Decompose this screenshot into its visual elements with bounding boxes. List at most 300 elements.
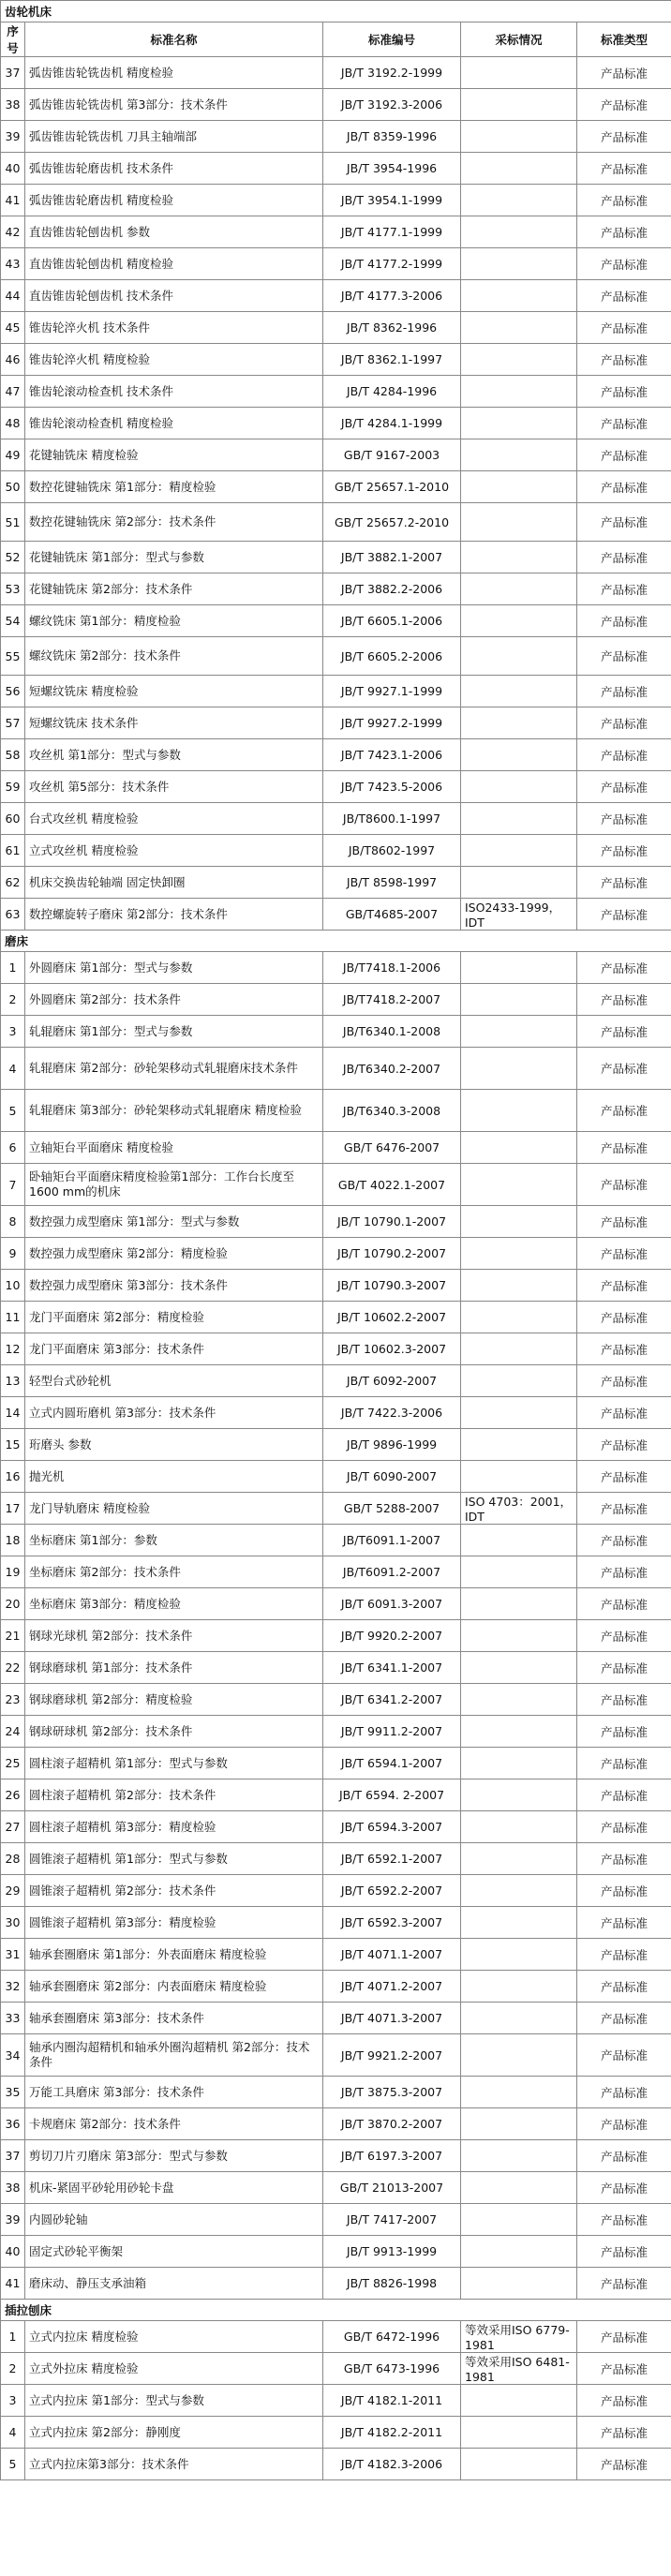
standard-code: JB/T6340.2-2007 (323, 1048, 461, 1090)
table-row (1, 2204, 671, 2236)
adoption-status (461, 2077, 577, 2108)
adoption-status (461, 153, 577, 185)
table-row (1, 408, 671, 439)
row-number: 37 (1, 2140, 25, 2172)
standard-code: JB/T6091.1-2007 (323, 1525, 461, 1556)
standard-type: 产品标准 (577, 707, 671, 739)
adoption-status (461, 439, 577, 471)
row-number: 49 (1, 439, 25, 471)
adoption-status (461, 312, 577, 344)
adoption-status (461, 2108, 577, 2140)
standard-type: 产品标准 (577, 216, 671, 248)
row-number: 48 (1, 408, 25, 439)
standard-name: 圆锥滚子超精机 第2部分：技术条件 (25, 1875, 323, 1907)
standard-type: 产品标准 (577, 376, 671, 408)
row-number: 14 (1, 1397, 25, 1429)
adoption-status (461, 573, 577, 605)
table-row (1, 2417, 671, 2449)
adoption-status (461, 1907, 577, 1939)
standard-type: 产品标准 (577, 803, 671, 835)
standard-name: 立式内拉床 精度检验 (25, 2321, 323, 2353)
table-row (1, 2236, 671, 2268)
standard-code: JB/T 4182.3-2006 (323, 2449, 461, 2480)
standard-type: 产品标准 (577, 1716, 671, 1748)
table-row (1, 1397, 671, 1429)
section-title-row (1, 2300, 671, 2321)
standard-type: 产品标准 (577, 2353, 671, 2385)
row-number: 17 (1, 1493, 25, 1525)
row-number: 2 (1, 2353, 25, 2385)
table-row (1, 573, 671, 605)
adoption-status (461, 1525, 577, 1556)
standard-type: 产品标准 (577, 1429, 671, 1461)
row-number: 44 (1, 280, 25, 312)
adoption-status (461, 1270, 577, 1302)
standard-type: 产品标准 (577, 1779, 671, 1811)
standard-name: 锥齿轮滚动检查机 精度检验 (25, 408, 323, 439)
standard-type: 产品标准 (577, 471, 671, 503)
adoption-status (461, 1206, 577, 1238)
standard-name: 钢球磨球机 第1部分：技术条件 (25, 1652, 323, 1684)
row-number: 45 (1, 312, 25, 344)
standard-name: 花键轴铣床 第2部分：技术条件 (25, 573, 323, 605)
section-title: 齿轮机床 (1, 1, 671, 22)
table-row (1, 1365, 671, 1397)
adoption-status (461, 2172, 577, 2204)
standard-type: 产品标准 (577, 1556, 671, 1588)
standard-code: GB/T 6473-1996 (323, 2353, 461, 2385)
adoption-status (461, 1811, 577, 1843)
standard-name: 钢球磨球机 第2部分：精度检验 (25, 1684, 323, 1716)
adoption-status (461, 771, 577, 803)
row-number: 33 (1, 2003, 25, 2034)
table-row (1, 899, 671, 931)
standard-code: JB/T 9896-1999 (323, 1429, 461, 1461)
row-number: 19 (1, 1556, 25, 1588)
adoption-status (461, 707, 577, 739)
adoption-status (461, 1333, 577, 1365)
standard-type: 产品标准 (577, 1971, 671, 2003)
row-number: 24 (1, 1716, 25, 1748)
standard-code: JB/T 9921.2-2007 (323, 2034, 461, 2077)
table-row (1, 2385, 671, 2417)
table-row (1, 1206, 671, 1238)
section-title: 插拉刨床 (1, 2300, 671, 2321)
table-row (1, 1429, 671, 1461)
standard-type: 产品标准 (577, 2108, 671, 2140)
table-row (1, 2108, 671, 2140)
standard-type: 产品标准 (577, 1238, 671, 1270)
standard-code: JB/T 4284-1996 (323, 376, 461, 408)
adoption-status (461, 1939, 577, 1971)
adoption-status (461, 1164, 577, 1206)
standard-name: 轴承内圈沟超精机和轴承外圈沟超精机 第2部分：技术条件 (25, 2034, 323, 2077)
table-row (1, 771, 671, 803)
table-row (1, 1620, 671, 1652)
standard-name: 卧轴矩台平面磨床精度检验第1部分：工作台长度至1600 mm的机床 (25, 1164, 323, 1206)
standard-name: 弧齿锥齿轮磨齿机 技术条件 (25, 153, 323, 185)
standard-code: JB/T 9920.2-2007 (323, 1620, 461, 1652)
table-row (1, 1132, 671, 1164)
standard-code: JB/T 3875.3-2007 (323, 2077, 461, 2108)
standard-name: 弧齿锥齿轮铣齿机 刀具主轴端部 (25, 121, 323, 153)
standard-type: 产品标准 (577, 1461, 671, 1493)
table-row (1, 2140, 671, 2172)
standard-code: JB/T 6341.2-2007 (323, 1684, 461, 1716)
table-row (1, 984, 671, 1016)
standard-code: JB/T 6605.1-2006 (323, 605, 461, 637)
row-number: 3 (1, 1016, 25, 1048)
table-row (1, 503, 671, 542)
adoption-status (461, 1716, 577, 1748)
adoption-status (461, 1365, 577, 1397)
standard-name: 数控强力成型磨床 第2部分：精度检验 (25, 1238, 323, 1270)
adoption-status (461, 2140, 577, 2172)
standard-type: 产品标准 (577, 1090, 671, 1132)
standard-type: 产品标准 (577, 1016, 671, 1048)
table-row (1, 1748, 671, 1779)
table-row (1, 2003, 671, 2034)
standard-type: 产品标准 (577, 1525, 671, 1556)
table-row (1, 605, 671, 637)
adoption-status (461, 1238, 577, 1270)
row-number: 15 (1, 1429, 25, 1461)
row-number: 20 (1, 1588, 25, 1620)
adoption-status (461, 605, 577, 637)
standard-name: 立式内拉床 第2部分：静刚度 (25, 2417, 323, 2449)
standard-name: 机床交换齿轮轴端 固定快卸圈 (25, 867, 323, 899)
row-number: 63 (1, 899, 25, 931)
standard-code: JB/T 7422.3-2006 (323, 1397, 461, 1429)
table-row (1, 1684, 671, 1716)
standard-type: 产品标准 (577, 1811, 671, 1843)
table-row (1, 1525, 671, 1556)
standard-type: 产品标准 (577, 2140, 671, 2172)
adoption-status (461, 121, 577, 153)
standard-code: JB/T6340.1-2008 (323, 1016, 461, 1048)
table-row (1, 867, 671, 899)
standard-type: 产品标准 (577, 408, 671, 439)
section-title: 磨床 (1, 931, 671, 952)
row-number: 5 (1, 2449, 25, 2480)
table-row (1, 637, 671, 676)
adoption-status (461, 471, 577, 503)
adoption-status (461, 2385, 577, 2417)
standard-name: 立式外拉床 精度检验 (25, 2353, 323, 2385)
standard-name: 轧辊磨床 第3部分：砂轮架移动式轧辊磨床 精度检验 (25, 1090, 323, 1132)
standard-type: 产品标准 (577, 573, 671, 605)
standard-name: 直齿锥齿轮刨齿机 精度检验 (25, 248, 323, 280)
table-row (1, 344, 671, 376)
standard-name: 圆锥滚子超精机 第1部分：型式与参数 (25, 1843, 323, 1875)
standard-name: 龙门导轨磨床 精度检验 (25, 1493, 323, 1525)
standard-name: 轧辊磨床 第2部分：砂轮架移动式轧辊磨床技术条件 (25, 1048, 323, 1090)
standard-code: GB/T 25657.2-2010 (323, 503, 461, 542)
standard-code: JB/T 8598-1997 (323, 867, 461, 899)
table-row (1, 439, 671, 471)
table-row (1, 89, 671, 121)
row-number: 1 (1, 2321, 25, 2353)
standard-type: 产品标准 (577, 2034, 671, 2077)
standard-type: 产品标准 (577, 1588, 671, 1620)
standard-type: 产品标准 (577, 899, 671, 931)
table-row (1, 1843, 671, 1875)
standard-name: 圆柱滚子超精机 第3部分：精度检验 (25, 1811, 323, 1843)
standard-code: GB/T 9167-2003 (323, 439, 461, 471)
row-number: 31 (1, 1939, 25, 1971)
standard-name: 锥齿轮淬火机 技术条件 (25, 312, 323, 344)
standard-type: 产品标准 (577, 1302, 671, 1333)
row-number: 38 (1, 2172, 25, 2204)
standard-type: 产品标准 (577, 2204, 671, 2236)
row-number: 4 (1, 2417, 25, 2449)
table-row (1, 312, 671, 344)
table-row (1, 2353, 671, 2385)
table-row (1, 248, 671, 280)
adoption-status (461, 2003, 577, 2034)
standard-code: JB/T 3192.2-1999 (323, 57, 461, 89)
standard-code: JB/T 4071.1-2007 (323, 1939, 461, 1971)
standard-type: 产品标准 (577, 867, 671, 899)
standard-code: JB/T 6197.3-2007 (323, 2140, 461, 2172)
standard-type: 产品标准 (577, 1684, 671, 1716)
table-row (1, 1652, 671, 1684)
standard-name: 锥齿轮滚动检查机 技术条件 (25, 376, 323, 408)
row-number: 9 (1, 1238, 25, 1270)
adoption-status (461, 637, 577, 676)
standard-code: GB/T 25657.1-2010 (323, 471, 461, 503)
row-number: 51 (1, 503, 25, 542)
standard-name: 弧齿锥齿轮铣齿机 精度检验 (25, 57, 323, 89)
standard-code: JB/T 6594. 2-2007 (323, 1779, 461, 1811)
row-number: 10 (1, 1270, 25, 1302)
standard-name: 钢球光球机 第2部分：技术条件 (25, 1620, 323, 1652)
row-number: 35 (1, 2077, 25, 2108)
standard-code: JB/T 10790.2-2007 (323, 1238, 461, 1270)
standard-type: 产品标准 (577, 1270, 671, 1302)
standard-type: 产品标准 (577, 121, 671, 153)
row-number: 34 (1, 2034, 25, 2077)
adoption-status (461, 803, 577, 835)
adoption-status (461, 344, 577, 376)
row-number: 62 (1, 867, 25, 899)
row-number: 28 (1, 1843, 25, 1875)
standard-name: 钢球研球机 第2部分：技术条件 (25, 1716, 323, 1748)
standard-name: 机床-紧固平砂轮用砂轮卡盘 (25, 2172, 323, 2204)
row-number: 43 (1, 248, 25, 280)
standard-code: JB/T 4182.2-2011 (323, 2417, 461, 2449)
table-row (1, 676, 671, 707)
row-number: 11 (1, 1302, 25, 1333)
adoption-status (461, 676, 577, 707)
adoption-status: ISO 4703：2001，IDT (461, 1493, 577, 1525)
row-number: 56 (1, 676, 25, 707)
standard-type: 产品标准 (577, 771, 671, 803)
adoption-status (461, 1302, 577, 1333)
row-number: 37 (1, 57, 25, 89)
row-number: 41 (1, 2268, 25, 2300)
adoption-status (461, 280, 577, 312)
standard-code: JB/T 6594.1-2007 (323, 1748, 461, 1779)
standard-name: 立轴矩台平面磨床 精度检验 (25, 1132, 323, 1164)
standard-name: 花键轴铣床 精度检验 (25, 439, 323, 471)
standard-name: 数控花键轴铣床 第1部分：精度检验 (25, 471, 323, 503)
adoption-status (461, 1556, 577, 1588)
standard-name: 轻型台式砂轮机 (25, 1365, 323, 1397)
table-row (1, 1333, 671, 1365)
table-row (1, 1164, 671, 1206)
adoption-status (461, 376, 577, 408)
standard-code: JB/T 4177.3-2006 (323, 280, 461, 312)
standard-code: JB/T 8362-1996 (323, 312, 461, 344)
adoption-status (461, 1652, 577, 1684)
table-row (1, 2321, 671, 2353)
adoption-status: 等效采用ISO 6481-1981 (461, 2353, 577, 2385)
row-number: 4 (1, 1048, 25, 1090)
row-number: 18 (1, 1525, 25, 1556)
adoption-status (461, 835, 577, 867)
standard-code: JB/T 6341.1-2007 (323, 1652, 461, 1684)
standard-code: GB/T 4022.1-2007 (323, 1164, 461, 1206)
adoption-status (461, 1684, 577, 1716)
adoption-status (461, 57, 577, 89)
table-row (1, 1907, 671, 1939)
row-number: 39 (1, 121, 25, 153)
standard-code: JB/T7418.2-2007 (323, 984, 461, 1016)
table-row (1, 803, 671, 835)
table-row (1, 1939, 671, 1971)
row-number: 41 (1, 185, 25, 216)
standard-code: JB/T 7417-2007 (323, 2204, 461, 2236)
standard-type: 产品标准 (577, 57, 671, 89)
standard-code: GB/T 6472-1996 (323, 2321, 461, 2353)
adoption-status (461, 2268, 577, 2300)
standard-type: 产品标准 (577, 1132, 671, 1164)
adoption-status (461, 408, 577, 439)
adoption-status (461, 984, 577, 1016)
adoption-status: ISO2433-1999，IDT (461, 899, 577, 931)
adoption-status (461, 2417, 577, 2449)
row-number: 13 (1, 1365, 25, 1397)
standard-name: 圆锥滚子超精机 第3部分：精度检验 (25, 1907, 323, 1939)
table-row (1, 1556, 671, 1588)
standard-code: GB/T 6476-2007 (323, 1132, 461, 1164)
standard-type: 产品标准 (577, 676, 671, 707)
standard-code: JB/T6091.2-2007 (323, 1556, 461, 1588)
row-number: 25 (1, 1748, 25, 1779)
standard-name: 圆柱滚子超精机 第2部分：技术条件 (25, 1779, 323, 1811)
standard-type: 产品标准 (577, 89, 671, 121)
row-number: 26 (1, 1779, 25, 1811)
adoption-status (461, 542, 577, 573)
standard-name: 龙门平面磨床 第2部分：精度检验 (25, 1302, 323, 1333)
standard-type: 产品标准 (577, 280, 671, 312)
row-number: 42 (1, 216, 25, 248)
standard-code: JB/T 4182.1-2011 (323, 2385, 461, 2417)
standard-type: 产品标准 (577, 2449, 671, 2480)
standard-type: 产品标准 (577, 2077, 671, 2108)
table-row (1, 707, 671, 739)
standard-name: 数控强力成型磨床 第1部分：型式与参数 (25, 1206, 323, 1238)
standard-name: 外圆磨床 第2部分：技术条件 (25, 984, 323, 1016)
standard-name: 螺纹铣床 第2部分：技术条件 (25, 637, 323, 676)
row-number: 8 (1, 1206, 25, 1238)
standard-code: JB/T 6092-2007 (323, 1365, 461, 1397)
standard-type: 产品标准 (577, 1048, 671, 1090)
adoption-status (461, 1620, 577, 1652)
row-number: 54 (1, 605, 25, 637)
standard-name: 龙门平面磨床 第3部分：技术条件 (25, 1333, 323, 1365)
standard-type: 产品标准 (577, 542, 671, 573)
row-number: 23 (1, 1684, 25, 1716)
standard-code: JB/T 6091.3-2007 (323, 1588, 461, 1620)
standard-code: JB/T 4071.2-2007 (323, 1971, 461, 2003)
table-row (1, 1971, 671, 2003)
standard-type: 产品标准 (577, 1875, 671, 1907)
adoption-status (461, 248, 577, 280)
standard-name: 内圆砂轮轴 (25, 2204, 323, 2236)
standard-name: 轴承套圈磨床 第2部分：内表面磨床 精度检验 (25, 1971, 323, 2003)
standard-code: JB/T 3882.2-2006 (323, 573, 461, 605)
adoption-status (461, 2204, 577, 2236)
standard-code: JB/T 7423.1-2006 (323, 739, 461, 771)
adoption-status (461, 1748, 577, 1779)
row-number: 40 (1, 2236, 25, 2268)
standard-name: 花键轴铣床 第1部分：型式与参数 (25, 542, 323, 573)
adoption-status (461, 2236, 577, 2268)
row-number: 58 (1, 739, 25, 771)
adoption-status (461, 2449, 577, 2480)
adoption-status (461, 1397, 577, 1429)
row-number: 55 (1, 637, 25, 676)
table-row (1, 2172, 671, 2204)
row-number: 60 (1, 803, 25, 835)
standard-name: 锥齿轮淬火机 精度检验 (25, 344, 323, 376)
adoption-status (461, 1779, 577, 1811)
standard-code: JB/T 3192.3-2006 (323, 89, 461, 121)
standard-name: 轴承套圈磨床 第3部分：技术条件 (25, 2003, 323, 2034)
table-row (1, 153, 671, 185)
adoption-status (461, 867, 577, 899)
row-number: 21 (1, 1620, 25, 1652)
table-row (1, 1016, 671, 1048)
standard-code: JB/T 6592.1-2007 (323, 1843, 461, 1875)
standard-name: 短螺纹铣床 技术条件 (25, 707, 323, 739)
standard-code: JB/T7418.1-2006 (323, 952, 461, 984)
standard-code: JB/T 9927.2-1999 (323, 707, 461, 739)
row-number: 46 (1, 344, 25, 376)
table-row (1, 835, 671, 867)
standard-code: JB/T 3954-1996 (323, 153, 461, 185)
standard-name: 固定式砂轮平衡架 (25, 2236, 323, 2268)
standard-type: 产品标准 (577, 835, 671, 867)
row-number: 39 (1, 2204, 25, 2236)
standard-type: 产品标准 (577, 344, 671, 376)
adoption-status (461, 503, 577, 542)
row-number: 30 (1, 1907, 25, 1939)
adoption-status (461, 1461, 577, 1493)
standard-code: JB/T 10790.3-2007 (323, 1270, 461, 1302)
header-name: 标准名称 (25, 22, 323, 57)
standard-name: 数控花键轴铣床 第2部分：技术条件 (25, 503, 323, 542)
table-row (1, 542, 671, 573)
standard-name: 坐标磨床 第2部分：技术条件 (25, 1556, 323, 1588)
adoption-status (461, 739, 577, 771)
table-row (1, 1779, 671, 1811)
table-row (1, 121, 671, 153)
standard-code: JB/T 8826-1998 (323, 2268, 461, 2300)
standard-code: GB/T 5288-2007 (323, 1493, 461, 1525)
